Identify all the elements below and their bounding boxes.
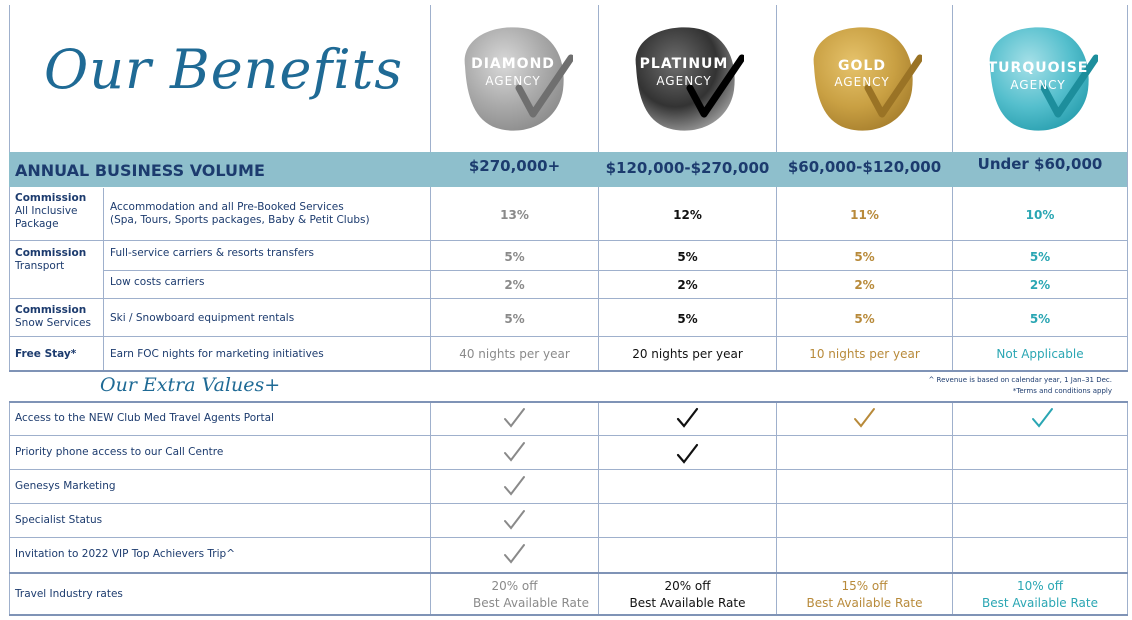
travel-rate-line1: 20% off <box>491 579 538 593</box>
travel-rates-label: Travel Industry rates <box>15 588 123 600</box>
transport-row1-diamond: 5% <box>504 250 525 264</box>
grid-line <box>9 336 1128 337</box>
free-stay-label: Free Stay* <box>15 348 77 360</box>
grid-line <box>103 188 104 371</box>
travel-rate-line2: Best Available Rate <box>472 596 590 610</box>
grid-line <box>9 435 1128 436</box>
transport-row1-platinum: 5% <box>677 250 698 264</box>
travel-rate-line1: 15% off <box>841 579 888 593</box>
extra-row-label: Access to the NEW Club Med Travel Agents Portal <box>15 412 274 424</box>
snow-turquoise: 5% <box>1029 312 1051 326</box>
transport-row1-turquoise: 5% <box>1029 250 1051 264</box>
travel-rate-platinum <box>599 578 776 612</box>
diamond-agency: AGENCY <box>485 74 541 88</box>
travel-rate-line2: Best Available Rate <box>629 596 746 610</box>
turquoise-agency: AGENCY <box>1010 78 1066 92</box>
platinum-name: PLATINUM <box>639 56 729 72</box>
category-sub: Snow Services <box>15 317 91 329</box>
footnote-revenue: ^ Revenue is based on calendar year, 1 Jan–31 Dec. <box>928 376 1112 384</box>
extra-row-label: Genesys Marketing <box>15 480 116 492</box>
volume-turquoise: Under $60,000 <box>977 155 1103 173</box>
snow-platinum: 5% <box>677 312 698 326</box>
turquoise-name: TURQUOISE <box>987 60 1089 76</box>
free-stay-desc: Earn FOC nights for marketing initiatives <box>110 348 324 360</box>
grid-line <box>9 5 10 371</box>
grid-line <box>9 469 1128 470</box>
grid-line <box>1127 5 1128 371</box>
checkmark-icon <box>675 406 699 430</box>
volume-gold: $60,000-$120,000 <box>787 158 942 176</box>
grid-line <box>9 370 1128 372</box>
transport-row2-gold: 2% <box>854 278 875 292</box>
all-inclusive-diamond: 13% <box>500 208 529 222</box>
checkmark-icon <box>502 440 526 464</box>
checkmark-icon <box>1030 406 1054 430</box>
checkmark-icon <box>502 508 526 532</box>
travel-rate-line1: 20% off <box>664 579 711 593</box>
snow-diamond: 5% <box>504 312 525 326</box>
all-inclusive-desc-line2: (Spa, Tours, Sports packages, Baby & Petit Clubs) <box>110 214 370 226</box>
free-stay-turquoise: Not Applicable <box>996 347 1084 361</box>
grid-line <box>9 298 1128 299</box>
travel-rate-line2: Best Available Rate <box>981 596 1099 610</box>
annual-volume-label: ANNUAL BUSINESS VOLUME <box>15 161 265 180</box>
checkmark-icon <box>502 542 526 566</box>
all-inclusive-gold: 11% <box>850 208 879 222</box>
extra-row-label: Invitation to 2022 VIP Top Achievers Trip^ <box>15 548 235 560</box>
travel-rate-turquoise <box>953 578 1127 612</box>
diamond-badge <box>453 18 573 138</box>
grid-line <box>9 401 10 615</box>
all-inclusive-platinum: 12% <box>673 208 702 222</box>
category-sub: Transport <box>15 260 65 272</box>
free-stay-diamond: 40 nights per year <box>459 347 570 361</box>
transport-row1-desc: Full-service carriers & resorts transfers <box>110 247 314 259</box>
grid-line <box>103 270 1128 271</box>
travel-rate-line1: 10% off <box>1016 579 1064 593</box>
volume-diamond: $270,000+ <box>468 157 561 175</box>
transport-row2-platinum: 2% <box>677 278 698 292</box>
transport-row2-desc: Low costs carriers <box>110 276 205 288</box>
grid-line <box>9 240 1128 241</box>
all-inclusive-desc-line1: Accommodation and all Pre-Booked Services <box>110 201 344 213</box>
platinum-agency: AGENCY <box>656 74 712 88</box>
commission-all-inclusive-label <box>15 192 101 231</box>
snow-gold: 5% <box>854 312 875 326</box>
transport-row2-diamond: 2% <box>504 278 525 292</box>
grid-line <box>9 614 1128 616</box>
transport-row2-turquoise: 2% <box>1029 278 1051 292</box>
grid-line <box>1127 401 1128 615</box>
category-sub: All Inclusive Package <box>15 205 78 230</box>
commission-snow-label <box>15 304 91 330</box>
free-stay-platinum: 20 nights per year <box>632 347 743 361</box>
gold-name: GOLD <box>838 58 886 74</box>
checkmark-icon <box>852 406 876 430</box>
all-inclusive-turquoise: 10% <box>1025 208 1055 222</box>
extra-row-label: Priority phone access to our Call Centre <box>15 446 224 458</box>
footnote-terms: *Terms and conditions apply <box>1012 387 1112 395</box>
transport-row1-gold: 5% <box>854 250 875 264</box>
diamond-name: DIAMOND <box>471 56 555 72</box>
checkmark-icon <box>502 406 526 430</box>
category-bold: Commission <box>15 247 87 259</box>
extra-row-label: Specialist Status <box>15 514 103 526</box>
category-bold: Commission <box>15 304 87 316</box>
gold-badge <box>802 18 922 138</box>
grid-line <box>9 572 1128 574</box>
grid-line <box>9 537 1128 538</box>
all-inclusive-desc <box>110 201 370 227</box>
grid-line <box>9 401 1128 403</box>
travel-rate-line2: Best Available Rate <box>806 596 923 610</box>
category-bold: Commission <box>15 192 87 204</box>
commission-transport-label <box>15 247 86 273</box>
checkmark-icon <box>502 474 526 498</box>
turquoise-badge <box>978 18 1098 138</box>
checkmark-icon <box>675 442 699 466</box>
snow-desc: Ski / Snowboard equipment rentals <box>110 312 295 324</box>
extra-values-title: Our Extra Values+ <box>100 374 281 396</box>
platinum-badge <box>624 18 744 138</box>
gold-agency: AGENCY <box>834 75 890 89</box>
page-title: Our Benefits <box>44 38 404 101</box>
free-stay-gold: 10 nights per year <box>809 347 920 361</box>
volume-platinum: $120,000-$270,000 <box>605 159 770 177</box>
travel-rate-gold <box>777 578 952 612</box>
grid-line <box>9 503 1128 504</box>
